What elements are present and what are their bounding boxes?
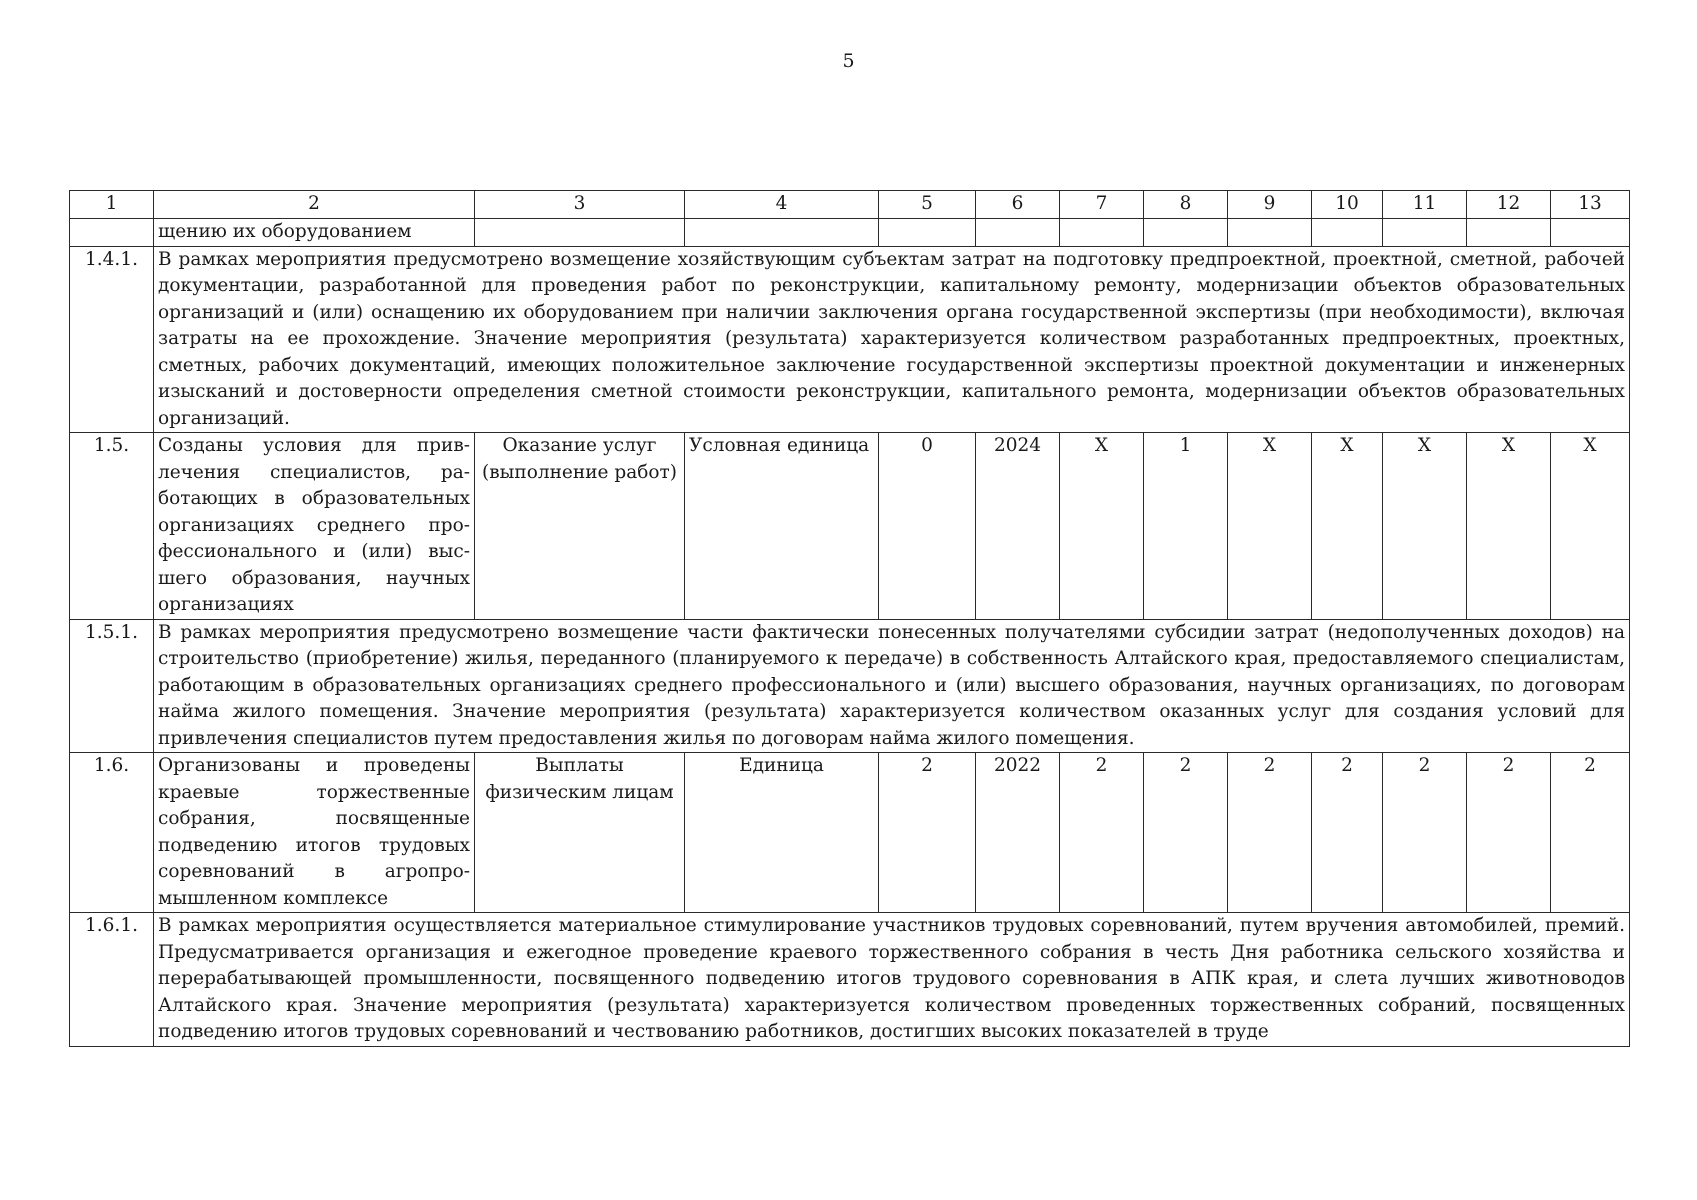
value-cell: 2 xyxy=(1467,753,1551,913)
base-year: 2024 xyxy=(976,433,1060,620)
measure-description: В рамках мероприятия предусмотрено возмещение хозяйствующим субъектам затрат на подготовку предпроектной, проектной, сметной, рабочей документации, разработанной для проведения работ по реконструкции, капитальному ремонту, модернизации объектов образовательных организаций и (или) оснащению их оборудованием при наличии заключения органа государственной экспертизы (при необходимости), включая затраты на ее прохождение. Значение мероприятия (результата) характеризуется количеством разработанных предпроектных, проектных, сметных, рабочих документаций, имеющих положительное заключение государственной экспертизы проектной документации и инженерных изысканий и достоверности определения сметной стоимости реконструкции, капитального ремонта, модернизации объектов образовательных организаций. xyxy=(154,246,1630,433)
header-row xyxy=(70,191,1630,219)
header-cell: 4 xyxy=(685,191,879,219)
measure-description: В рамках мероприятия осуществляется материальное стимулирование участников трудовых соревнований, путем вручения автомобилей, премий. Предусматривается организация и ежегодное проведение краевого торжественного собрания в честь Дня работника сельского хозяйства и перерабатывающей промышленности, посвященного подведению итогов трудового соревнования в АПК края, и слета лучших животноводов Алтайского края. Значение мероприятия (результата) характеризуется количеством проведенных торжественных собраний, посвященных подведению итогов трудовых соревнований и чествованию работников, достигших высоких показателей в труде xyxy=(154,913,1630,1047)
result-name: Организованы и проведены краевые торжественные собрания, посвященные подведению итогов трудовых соревнований в агропро- мышленном комплексе xyxy=(154,753,475,913)
header-cell: 3 xyxy=(475,191,685,219)
result-name: Созданы условия для прив- лечения специалистов, ра- ботающих в образовательных организациях среднего про- фессионального и (или) выс- шего образования, научных организациях xyxy=(154,433,475,620)
value-cell: 1 xyxy=(1144,433,1228,620)
measure-description: В рамках мероприятия предусмотрено возмещение части фактически понесенных получателями субсидии затрат (недополученных доходов) на строительство (приобретение) жилья, переданного (планируемого к передаче) в собственность Алтайского края, предоставляемого специалистам, работающим в образовательных организациях среднего профессионального и (или) высшего образования, научных организациях, по договорам найма жилого помещения. Значение мероприятия (результата) характеризуется количеством оказанных услуг для создания условий для привлечения специалистов путем предоставления жилья по договорам найма жилого помещения. xyxy=(154,619,1630,753)
table-row-1-6-1 xyxy=(70,913,1630,1047)
base-value: 2 xyxy=(879,753,976,913)
header-cell: 2 xyxy=(154,191,475,219)
header-cell: 8 xyxy=(1144,191,1228,219)
value-cell: 2 xyxy=(1551,753,1630,913)
value-cell: 2 xyxy=(1144,753,1228,913)
table-row-1-4-1 xyxy=(70,246,1630,433)
value-cell: Х xyxy=(1228,433,1312,620)
value-cell: 2 xyxy=(1228,753,1312,913)
header-cell: 13 xyxy=(1551,191,1630,219)
row-number: 1.6. xyxy=(70,753,154,913)
continuation-text: щению их оборудованием xyxy=(154,219,475,247)
row-number: 1.6.1. xyxy=(70,913,154,1047)
continuation-row xyxy=(70,219,1630,247)
header-cell: 7 xyxy=(1060,191,1144,219)
value-cell: 2 xyxy=(1060,753,1144,913)
table-row-1-5-1 xyxy=(70,619,1630,753)
value-cell: Х xyxy=(1383,433,1467,620)
table-row-1-6 xyxy=(70,753,1630,913)
header-cell: 12 xyxy=(1467,191,1551,219)
unit-of-measure: Единица xyxy=(685,753,879,913)
row-number: 1.4.1. xyxy=(70,246,154,433)
page-number: 5 xyxy=(842,50,855,72)
table-row-1-5 xyxy=(70,433,1630,620)
unit-of-measure: Условная единица xyxy=(685,433,879,620)
result-type: Выплаты физическим лицам xyxy=(475,753,685,913)
value-cell: Х xyxy=(1467,433,1551,620)
row-number: 1.5. xyxy=(70,433,154,620)
result-type: Оказание услуг (выполнение работ) xyxy=(475,433,685,620)
header-cell: 5 xyxy=(879,191,976,219)
header-cell: 1 xyxy=(70,191,154,219)
base-year: 2022 xyxy=(976,753,1060,913)
value-cell: 2 xyxy=(1383,753,1467,913)
header-cell: 11 xyxy=(1383,191,1467,219)
value-cell: Х xyxy=(1060,433,1144,620)
measures-table xyxy=(69,190,1630,1047)
header-cell: 9 xyxy=(1228,191,1312,219)
value-cell: Х xyxy=(1312,433,1383,620)
header-cell: 10 xyxy=(1312,191,1383,219)
header-cell: 6 xyxy=(976,191,1060,219)
base-value: 0 xyxy=(879,433,976,620)
value-cell: 2 xyxy=(1312,753,1383,913)
row-number: 1.5.1. xyxy=(70,619,154,753)
value-cell: Х xyxy=(1551,433,1630,620)
